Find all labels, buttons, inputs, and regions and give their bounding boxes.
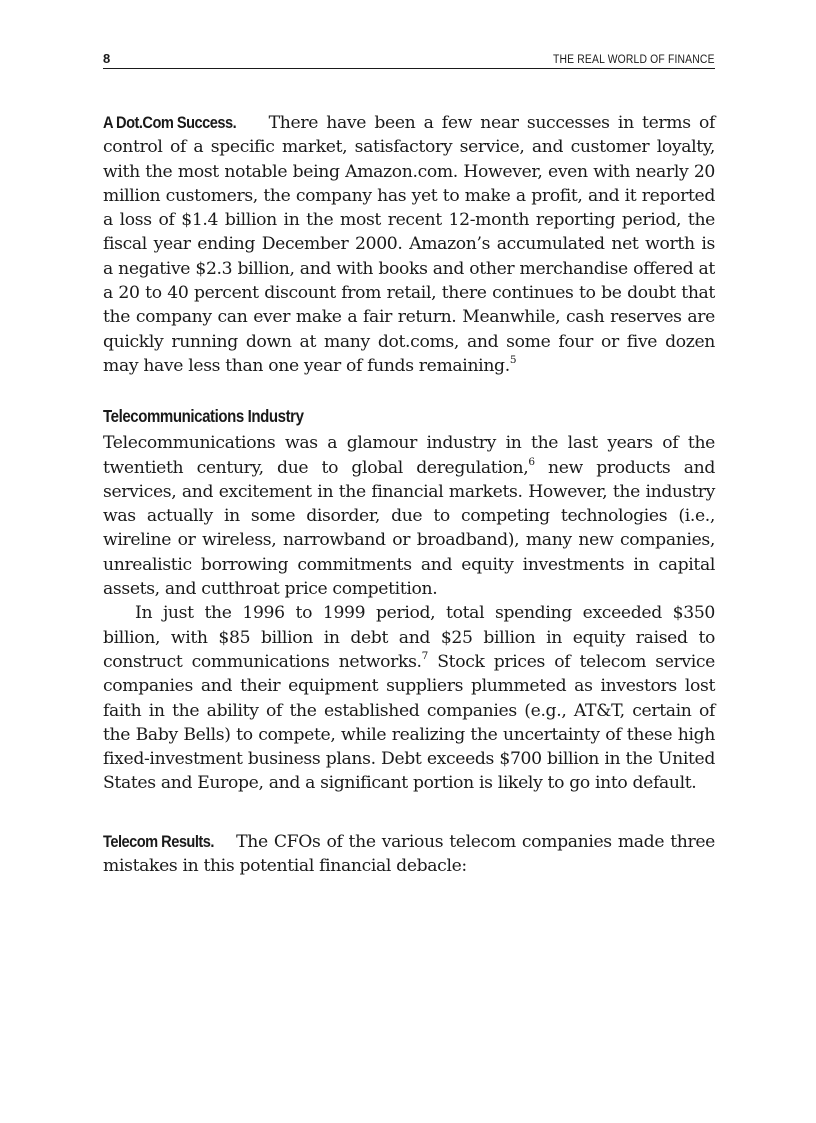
paragraph-text: In just the 1996 to 1999 period, total spending exceeded $350 billion, with $85 billion in debt and $25 billion in equity raised to construct communications networks.	[103, 603, 715, 672]
paragraph-text: new products and services, and excitement in the financial markets. However, the industry was actually in some disorder, due to competing technologies (i.e., wireline or wireless, narrowband or broadband), many new companies, unrealistic borrowing commitments and equity investments in capital assets, and cutthroat price competition.	[103, 457, 715, 600]
paragraph-text: The CFOs of the various telecom companies made three mistakes in this potential financial debacle:	[103, 831, 715, 877]
paragraph-telecom-spending	[103, 601, 715, 795]
footnote-ref-5[interactable]: 5	[509, 353, 517, 366]
running-title: THE REAL WORLD OF FINANCE	[553, 54, 715, 66]
paragraph-telecom-results	[103, 830, 715, 879]
footnote-ref-7[interactable]: 7	[421, 649, 429, 662]
section-heading-telecommunications: Telecommunications Industry	[103, 406, 304, 427]
book-page	[103, 48, 715, 878]
paragraph-dotcom-success	[103, 111, 715, 378]
runin-heading-telecom-results: Telecom Results.	[103, 831, 214, 851]
running-header	[103, 48, 715, 69]
paragraph-text: There have been a few near successes in terms of control of a specific market, satisfactory service, and customer loyalty, with the most notable being Amazon.com. However, even with nearly 20 million customers, the company has yet to make a profit, and it reported a loss of $1.4 billion in the most recent 12-month reporting period, the fiscal year ending December 2000. Amazon’s accumulated net worth is a negative $2.3 billion, and with books and other merchandise offered at a 20 to 40 percent discount from retail, there continues to be doubt that the company can ever make a fair return. Meanwhile, cash reserves are quickly running down at many dot.coms, and some four or five dozen may have less than one year of funds remaining.	[103, 113, 715, 376]
page-number: 8	[103, 51, 111, 66]
footnote-ref-6[interactable]: 6	[528, 455, 535, 468]
paragraph-text: Stock prices of telecom service companies and their equipment suppliers plummeted as investors lost faith in the ability of the established companies (e.g., AT&T, certain of the Baby Bells) to compete, while realizing the uncertainty of these high fixed-investment business plans. Debt exceeds $700 billion in the United States and Europe, and a significant portion is likely to go into default.	[103, 651, 715, 794]
paragraph-telecom-intro	[103, 431, 715, 601]
paragraph-text: Telecommunications was a glamour industry in the last years of the twentieth century, due to global deregulation,	[103, 433, 715, 478]
runin-heading-dotcom: A Dot.Com Success.	[103, 113, 237, 132]
